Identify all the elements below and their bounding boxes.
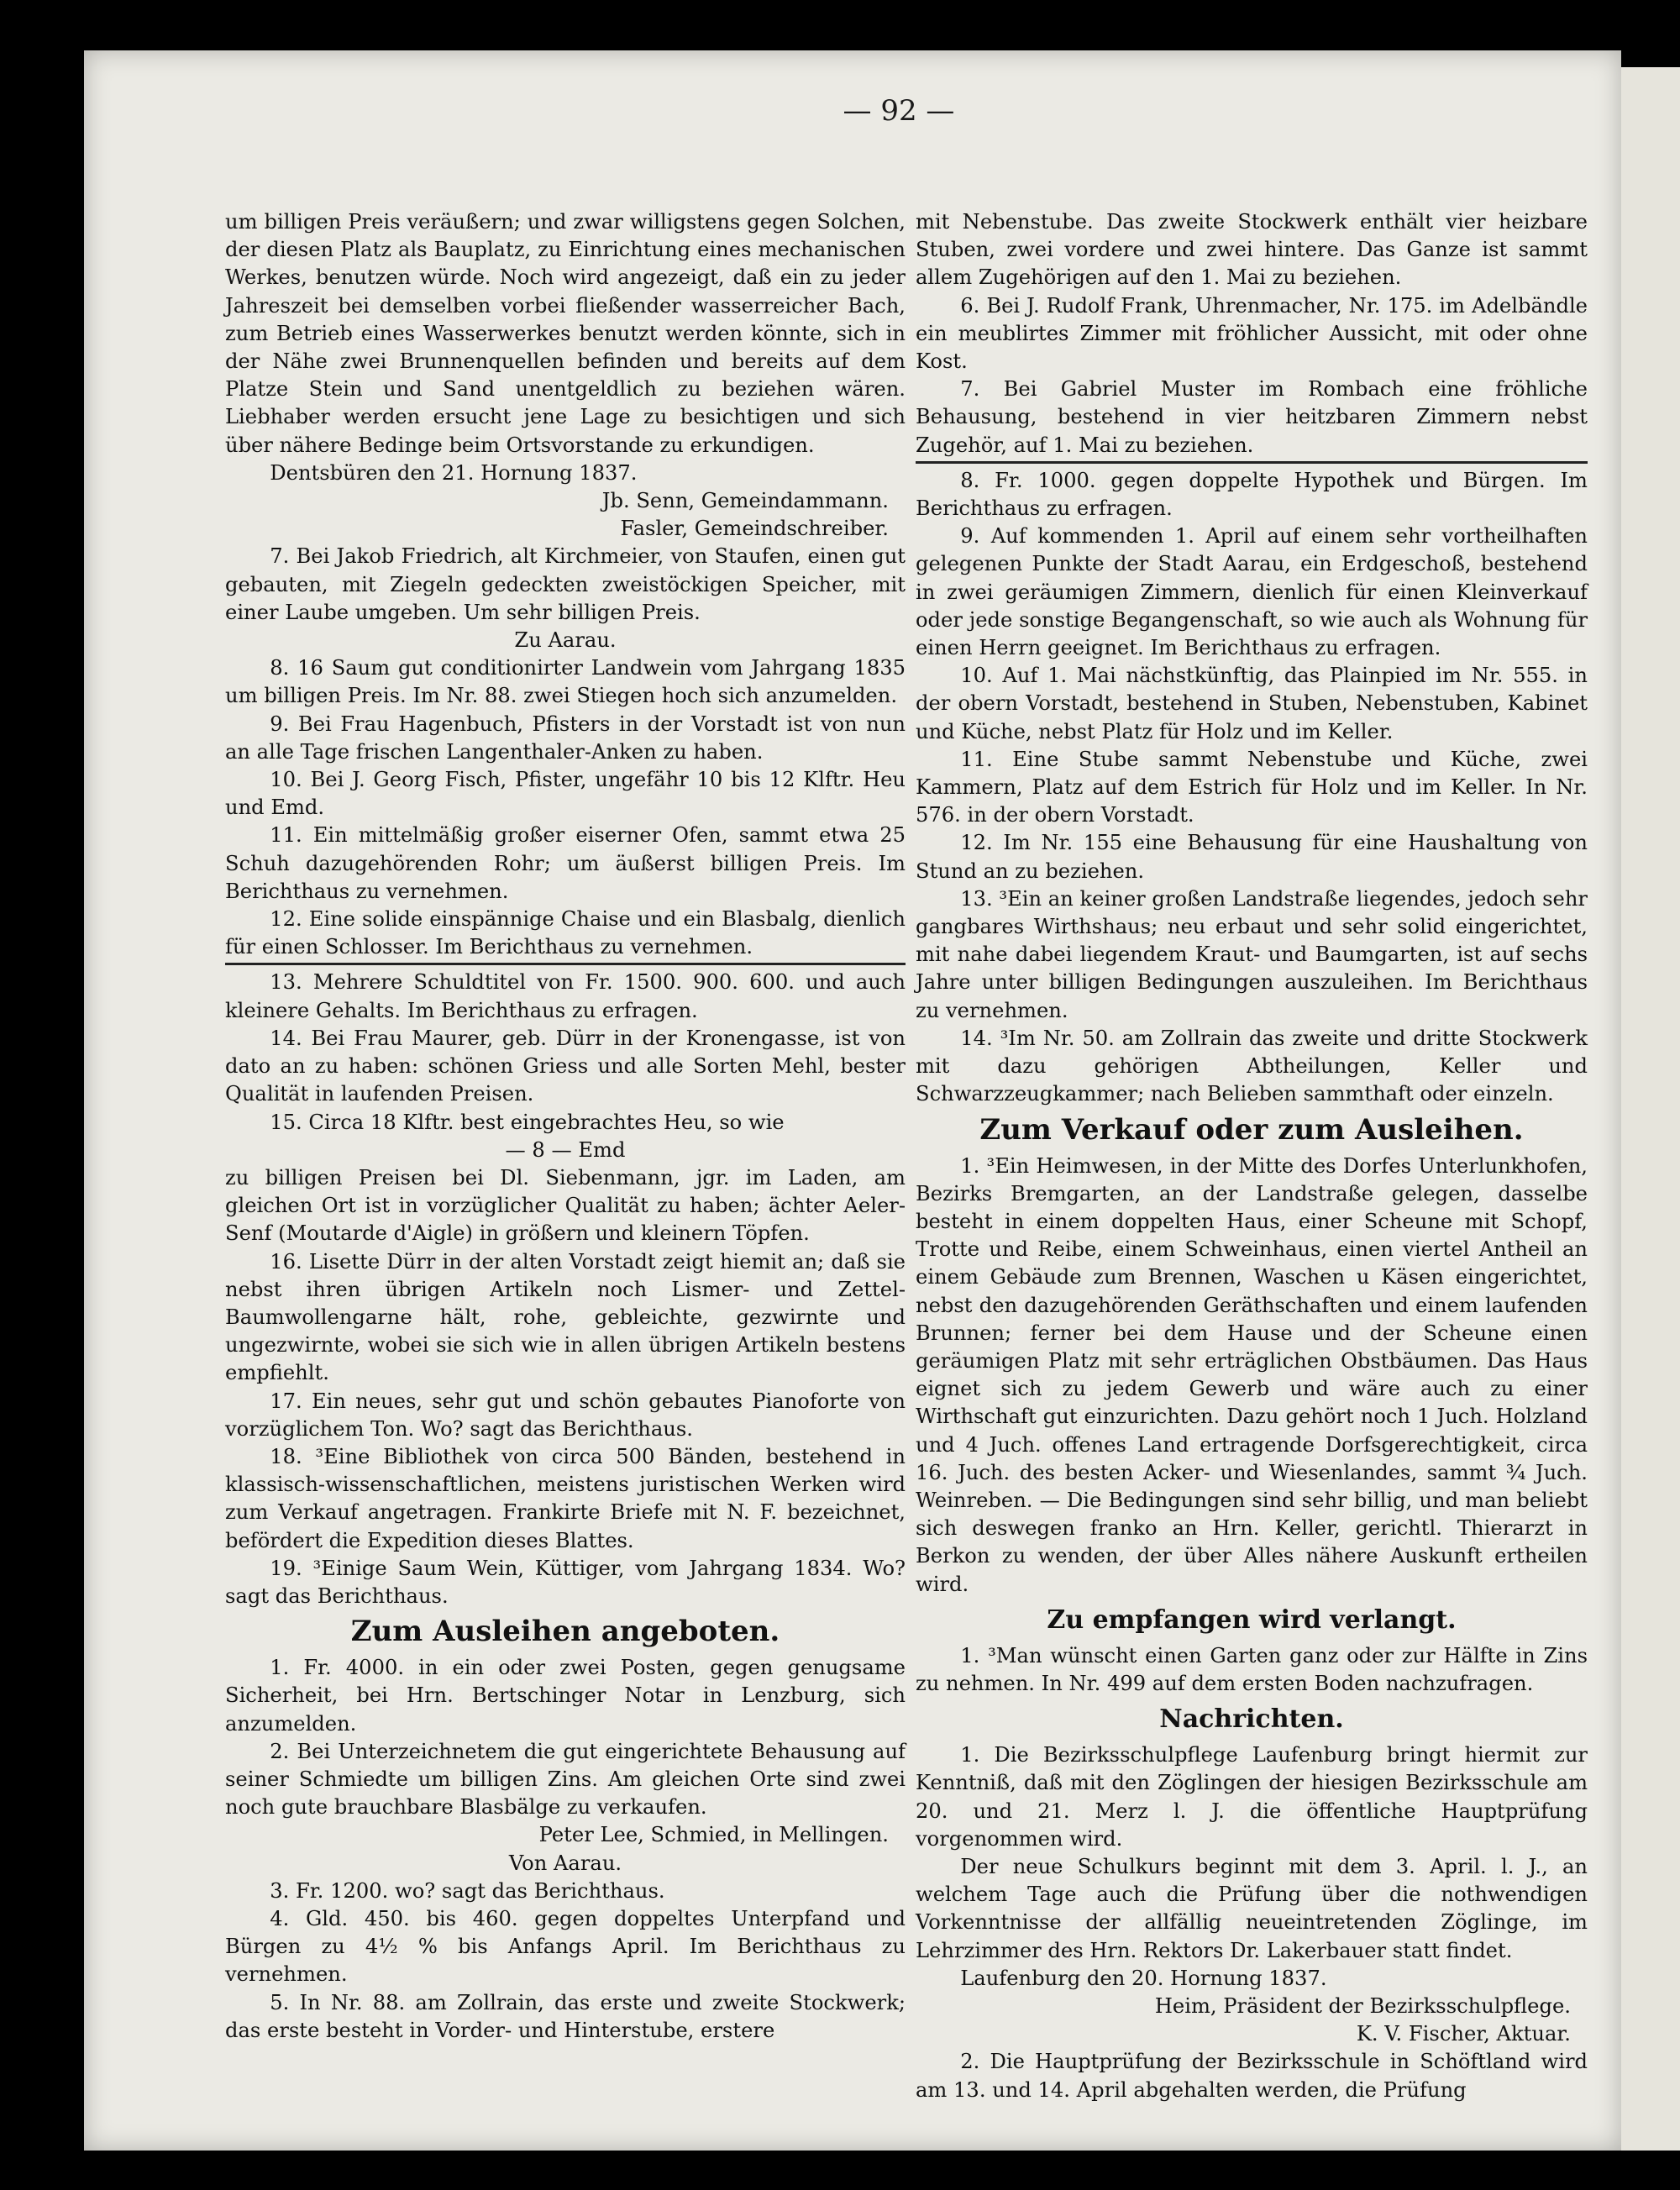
section-heading: Zum Ausleihen angeboten. xyxy=(350,1615,780,1649)
place-line: Von Aarau. xyxy=(508,1851,622,1875)
notice-paragraph: 7. Bei Gabriel Muster im Rombach eine fröhliche Behausung, bestehend in vier heitzbaren Zimmern nebst Zugehör, auf 1. Mai zu beziehen. xyxy=(916,377,1588,457)
section-heading: Zum Verkauf oder zum Ausleihen. xyxy=(979,1112,1524,1147)
notice-paragraph: 2. Bei Unterzeichnetem die gut eingerichtete Behausung auf seiner Schmiedte um billigen Zins. Am gleichen Orte sind zwei noch gute brauchbare Blasbälge zu verkaufen. xyxy=(225,1739,906,1820)
left-column xyxy=(225,208,906,2045)
notice-paragraph: Laufenburg den 20. Hornung 1837. xyxy=(960,1966,1327,1990)
notice-paragraph: 12. Eine solide einspännige Chaise und ein Blasbalg, dienlich für einen Schlosser. Im Berichthaus zu vernehmen. xyxy=(225,907,906,959)
notice-paragraph: 19. ³Einige Saum Wein, Küttiger, vom Jahrgang 1834. Wo? sagt das Berichthaus. xyxy=(225,1556,906,1608)
notice-paragraph: 7. Bei Jakob Friedrich, alt Kirchmeier, von Staufen, einen gut gebauten, mit Ziegeln gedeckten zweistöckigen Speicher, mit einer Laube umgeben. Um sehr billigen Preis. xyxy=(225,544,906,624)
notice-paragraph: 1. ³Ein Heimwesen, in der Mitte des Dorfes Unterlunkhofen, Bezirks Bremgarten, an der Landstraße gelegen, dasselbe besteht in einem doppelten Haus, einer Scheune mit Schopf, Trotte und Reibe, einem Schweinhaus, einen viertel Antheil an einem Gebäude zum Brennen, Waschen u Käsen eingerichtet, nebst den dazugehörenden Geräthschaften und einem laufenden Brunnen; ferner bei dem Hause und der Scheune einen geräumigen Platz mit sehr erträglichen Obstbäumen. Das Haus eignet sich zu jedem Gewerb und wäre auch zu einer Wirthschaft gut einzurichten. Dazu gehört noch 1 Juch. Holzland und 4 Juch. offenes Land ertragende Dorfsgerechtigkeit, circa 16. Juch. des besten Acker- und Wiesenlandes, sammt ¾ Juch. Weinreben. — Die Bedingungen sind sehr billig, und man beliebt sich deswegen franko an Hrn. Keller, gerichtl. Thierarzt in Berkon zu wenden, der über Alles nähere Auskunft ertheilen wird. xyxy=(916,1153,1588,1596)
notice-paragraph: 10. Bei J. Georg Fisch, Pfister, ungefähr 10 bis 12 Klftr. Heu und Emd. xyxy=(225,768,906,820)
signature-line: Heim, Präsident der Bezirksschulpflege. xyxy=(1154,1993,1571,2018)
notice-paragraph: 14. ³Im Nr. 50. am Zollrain das zweite und dritte Stockwerk mit dazu gehörigen Abtheilungen, Keller und Schwarzzeugkammer; nach Belieben sammthaft oder einzeln. xyxy=(916,1026,1588,1106)
notice-paragraph: 9. Bei Frau Hagenbuch, Pfisters in der Vorstadt ist von nun an alle Tage frischen Langenthaler-Anken zu haben. xyxy=(225,712,906,764)
notice-paragraph: 18. ³Eine Bibliothek von circa 500 Bänden, bestehend in klassisch-wissenschaftlichen, meistens juristischen Werken wird zum Verkauf angetragen. Frankirte Briefe mit N. F. bezeichnet, befördert die Expedition dieses Blattes. xyxy=(225,1444,906,1552)
signature-line: Fasler, Gemeindschreiber. xyxy=(620,517,889,541)
notice-paragraph: 13. ³Ein an keiner großen Landstraße liegendes, jedoch sehr gangbares Wirthshaus; neu erbaut und sehr solid eingerichtet, mit nahe dabei liegendem Kraut- und Baumgarten, ist auf sechs Jahre unter billigen Bedingungen auszuleihen. Im Berichthaus zu vernehmen. xyxy=(916,886,1588,1022)
notice-paragraph: 3. Fr. 1200. wo? sagt das Berichthaus. xyxy=(270,1878,665,1903)
page-number: — 92 — xyxy=(843,94,955,128)
notice-paragraph: 8. Fr. 1000. gegen doppelte Hypothek und Bürgen. Im Berichthaus zu erfragen. xyxy=(916,468,1588,521)
notice-paragraph: mit Nebenstube. Das zweite Stockwerk enthält vier heizbare Stuben, zwei vordere und zwei hintere. Das Ganze ist sammt allem Zugehörigen auf den 1. Mai zu beziehen. xyxy=(916,210,1588,290)
signature-line: Jb. Senn, Gemeindammann. xyxy=(601,489,889,513)
notice-paragraph: 16. Lisette Dürr in der alten Vorstadt zeigt hiemit an; daß sie nebst ihren übrigen Artikeln noch Lismer- und Zettel-Baumwollengarne hält, rohe, gebleichte, gezwirnte und ungezwirnte, wobei sie sich wie in allen übrigen Artikeln bestens empfiehlt. xyxy=(225,1249,906,1385)
place-line: — 8 — Emd xyxy=(505,1137,626,1162)
notice-paragraph: zu billigen Preisen bei Dl. Siebenmann, jgr. im Laden, am gleichen Ort ist in vorzüglicher Qualität zu haben; ächter Aeler-Senf (Moutarde d'Aigle) in größern und kleinern Töpfen. xyxy=(225,1165,906,1246)
notice-paragraph: 12. Im Nr. 155 eine Behausung für eine Haushaltung von Stund an zu beziehen. xyxy=(916,831,1588,883)
notice-paragraph: 9. Auf kommenden 1. April auf einem sehr vortheilhaften gelegenen Punkte der Stadt Aarau, ein Erdgeschoß, bestehend in zwei geräumigen Zimmern, dienlich für einen Kleinverkauf oder jede sonstige Begangenschaft, so wie auch als Wohnung für einen Herrn geeignet. Im Berichthaus zu erfragen. xyxy=(916,524,1588,660)
place-line: Zu Aarau. xyxy=(514,628,617,653)
notice-paragraph: 14. Bei Frau Maurer, geb. Dürr in der Kronengasse, ist von dato an zu haben: schönen Griess und alle Sorten Mehl, bester Qualität in laufenden Preisen. xyxy=(225,1026,906,1106)
adjacent-page-edge xyxy=(1621,67,1680,2151)
notice-paragraph: 4. Gld. 450. bis 460. gegen doppeltes Unterpfand und Bürgen zu 4½ % bis Anfangs April. Im Berichthaus zu vernehmen. xyxy=(225,1906,906,1987)
notice-paragraph: 8. 16 Saum gut conditionirter Landwein vom Jahrgang 1835 um billigen Preis. Im Nr. 88. zwei Stiegen hoch sich anzumelden. xyxy=(225,656,906,708)
signature-line: K. V. Fischer, Aktuar. xyxy=(1356,2022,1571,2046)
notice-paragraph: 13. Mehrere Schuldtitel von Fr. 1500. 900. 600. und auch kleinere Gehalts. Im Berichthaus zu erfragen. xyxy=(225,970,906,1022)
notice-paragraph: 5. In Nr. 88. am Zollrain, das erste und zweite Stockwerk; das erste besteht in Vorder- und Hinterstube, erstere xyxy=(225,1990,906,2042)
notice-paragraph: 11. Eine Stube sammt Nebenstube und Küche, zwei Kammern, Platz auf dem Estrich für Holz und im Keller. In Nr. 576. in der obern Vorstadt. xyxy=(916,747,1588,827)
notice-paragraph: 6. Bei J. Rudolf Frank, Uhrenmacher, Nr. 175. im Adelbändle ein meublirtes Zimmer mit fröhlicher Aussicht, mit oder ohne Kost. xyxy=(916,293,1588,374)
notice-paragraph: 1. ³Man wünscht einen Garten ganz oder zur Hälfte in Zins zu nehmen. In Nr. 499 auf dem ersten Boden nachzufragen. xyxy=(916,1643,1588,1695)
notice-paragraph: 10. Auf 1. Mai nächstkünftig, das Plainpied im Nr. 555. in der obern Vorstadt, bestehend in Stuben, Nebenstuben, Kabinet und Küche, nebst Platz für Holz und im Keller. xyxy=(916,664,1588,743)
right-column xyxy=(916,208,1588,2104)
section-heading: Nachrichten. xyxy=(1159,1704,1344,1735)
notice-paragraph: 2. Die Hauptprüfung der Bezirksschule in Schöftland wird am 13. und 14. April abgehalten werden, die Prüfung xyxy=(916,2050,1588,2102)
notice-paragraph: Der neue Schulkurs beginnt mit dem 3. April. l. J., an welchem Tage auch die Prüfung über die nothwendigen Vorkenntnisse der allfällig neueintretenden Zöglinge, im Lehrzimmer des Hrn. Rektors Dr. Lakerbauer statt findet. xyxy=(916,1854,1588,1962)
column-rule xyxy=(225,963,906,965)
notice-paragraph: 11. Ein mittelmäßig großer eiserner Ofen, sammt etwa 25 Schuh dazugehörenden Rohr; um äußerst billigen Preis. Im Berichthaus zu vernehmen. xyxy=(225,823,906,903)
notice-paragraph: 1. Fr. 4000. in ein oder zwei Posten, gegen genugsame Sicherheit, bei Hrn. Bertschinger Notar in Lenzburg, sich anzumelden. xyxy=(225,1656,906,1736)
section-heading: Zu empfangen wird verlangt. xyxy=(1047,1604,1457,1635)
notice-paragraph: 17. Ein neues, sehr gut und schön gebautes Pianoforte von vorzüglichem Ton. Wo? sagt das Berichthaus. xyxy=(225,1389,906,1441)
notice-paragraph: 15. Circa 18 Klftr. best eingebrachtes Heu, so wie xyxy=(270,1110,785,1134)
signature-line: Peter Lee, Schmied, in Mellingen. xyxy=(538,1823,889,1847)
notice-paragraph: Dentsbüren den 21. Hornung 1837. xyxy=(270,460,638,485)
notice-paragraph: um billigen Preis veräußern; und zwar willigstens gegen Solchen, der diesen Platz als Bauplatz, zu Einrichtung eines mechanischen Werkes, benutzen würde. Noch wird angezeigt, daß ein zu jeder Jahreszeit bei demselben vorbei fließender wasserreicher Bach, zum Betrieb eines Wasserwerkes benutzt werden könnte, sich in der Nähe zwei Brunnenquellen befinden und bereits auf dem Platze Stein und Sand unentgeldlich zu beziehen wären. Liebhaber werden ersucht jene Lage zu besichtigen und sich über nähere Bedinge beim Ortsvorstande zu erkundigen. xyxy=(225,210,906,457)
notice-paragraph: 1. Die Bezirksschulpflege Laufenburg bringt hiermit zur Kenntniß, daß mit den Zöglingen der hiesigen Bezirksschule am 20. und 21. Merz l. J. die öffentliche Hauptprüfung vorgenommen wird. xyxy=(916,1743,1588,1851)
column-rule xyxy=(916,461,1588,464)
